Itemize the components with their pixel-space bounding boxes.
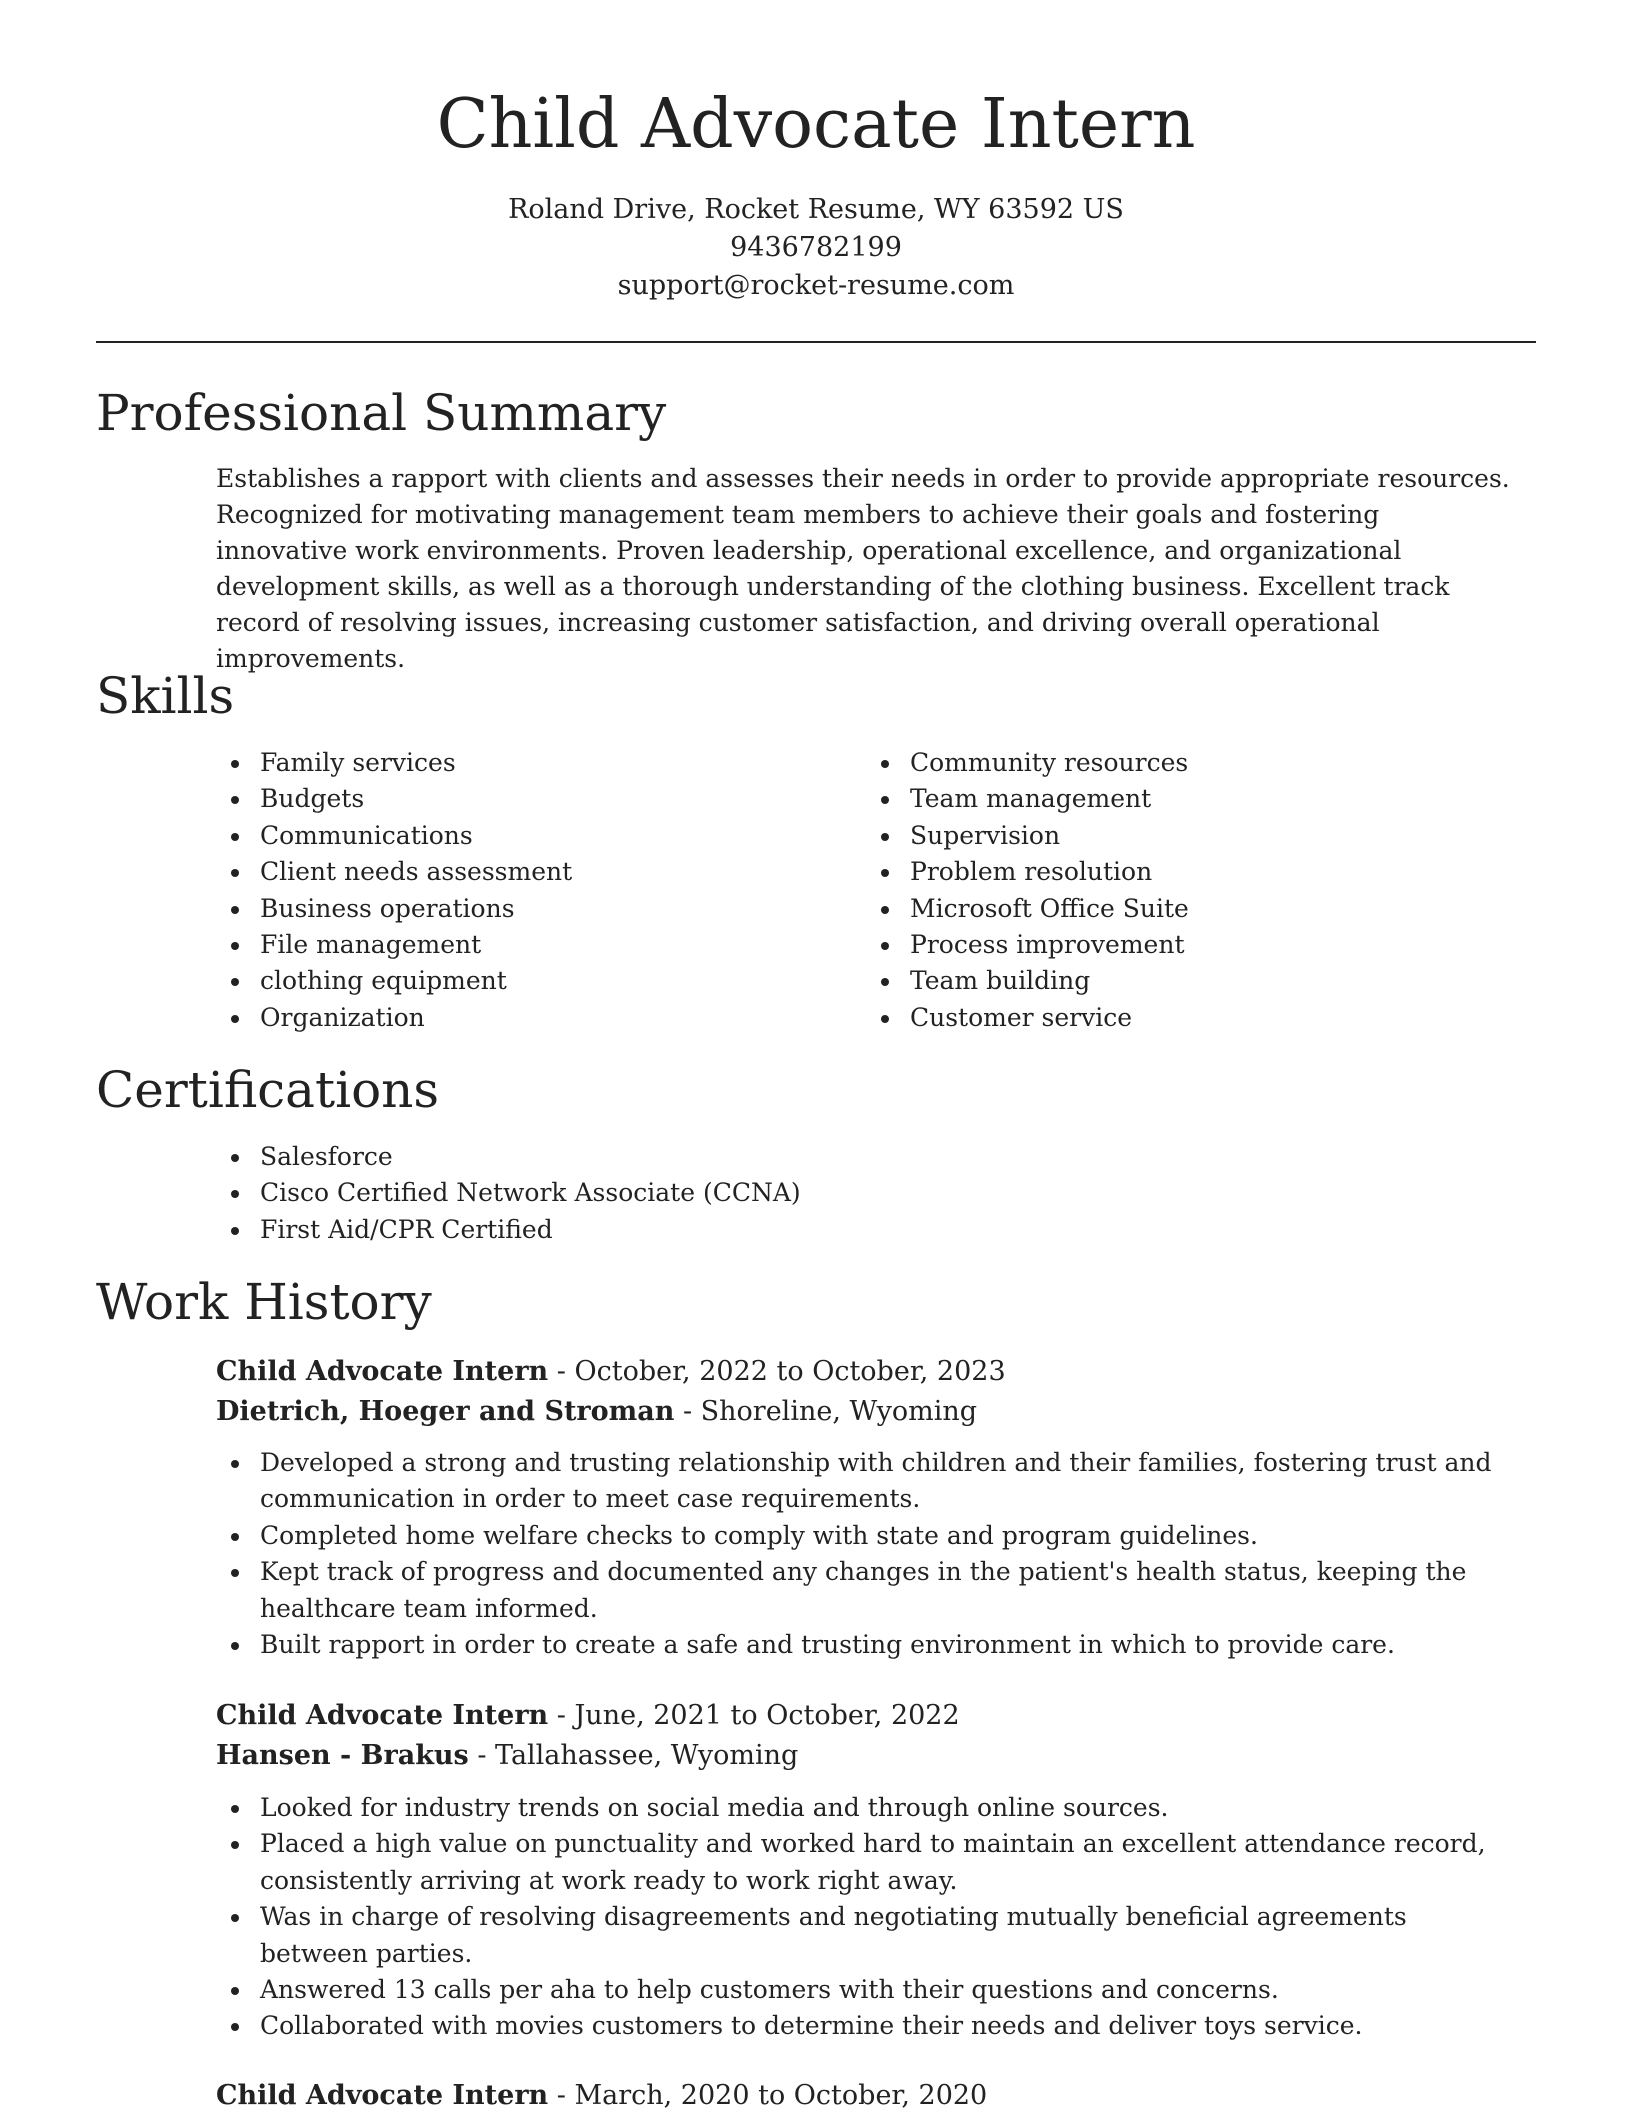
job-title: Child Advocate Intern [216,2080,549,2111]
job-title: Child Advocate Intern [216,1356,549,1387]
skill-item: Organization [216,1000,836,1036]
job-title-line [216,1696,960,1736]
job-title: Child Advocate Intern [216,1700,549,1731]
skills-heading: Skills [96,667,235,725]
contact-phone: 9436782199 [730,232,902,263]
job-dates: October, 2022 to October, 2023 [574,1356,1006,1387]
skill-item: Problem resolution [866,854,1506,890]
skill-item: Team building [866,963,1506,999]
separator: - [468,1740,496,1771]
job-bullet: Answered 13 calls per aha to help customers with their questions and concerns. [216,1972,1516,2008]
work-history-heading: Work History [96,1273,432,1331]
job-company: Dietrich, Hoeger and Stroman [216,1396,675,1427]
skill-item: Community resources [866,745,1506,781]
skill-item: Supervision [866,818,1506,854]
skill-item: Budgets [216,781,836,817]
certifications-list [216,1139,1516,1248]
job-bullet: Built rapport in order to create a safe and trusting environment in which to provide care. [216,1627,1516,1663]
summary-heading: Professional Summary [96,384,667,442]
contact-email: support@rocket-resume.com [617,270,1015,301]
job-dates: March, 2020 to October, 2020 [574,2080,988,2111]
skill-item: Communications [216,818,836,854]
job-company-line [216,1392,977,1432]
job-bullet: Completed home welfare checks to comply with state and program guidelines. [216,1518,1516,1554]
job-company-line [216,1736,798,1776]
skill-item: Client needs assessment [216,854,836,890]
header-divider [96,341,1536,343]
job-location: Shoreline, Wyoming [700,1396,978,1427]
skills-list-left [216,745,836,1036]
certification-item: Salesforce [216,1139,1516,1175]
job-bullet: Looked for industry trends on social media and through online sources. [216,1790,1516,1826]
skill-item: Business operations [216,891,836,927]
job-bullets [216,1790,1516,2045]
job-title-line [216,1352,1006,1392]
resume-title: Child Advocate Intern [436,85,1196,164]
job-bullets [216,1445,1516,1663]
skills-list-right [866,745,1506,1036]
job-bullet: Was in charge of resolving disagreements and negotiating mutually beneficial agreements between parties. [216,1899,1516,1972]
skill-item: Process improvement [866,927,1506,963]
certifications-heading: Certifications [96,1061,440,1119]
summary-text: Establishes a rapport with clients and assesses their needs in order to provide appropriate resources. Recognized for motivating management team members to achieve their goals and fostering innovative work environments. Proven leadership, operational excellence, and organizational development skills, as well as a thorough understanding of the clothing business. Excellent track record of resolving issues, increasing customer satisfaction, and driving overall operational improvements. [216,464,1510,673]
job-bullet: Developed a strong and trusting relationship with children and their families, fostering trust and communication in order to meet case requirements. [216,1445,1516,1518]
separator: - [548,1356,575,1387]
skill-item: Customer service [866,1000,1506,1036]
skill-item: Team management [866,781,1506,817]
separator: - [548,2080,575,2111]
separator: - [548,1700,575,1731]
job-bullet: Collaborated with movies customers to determine their needs and deliver toys service. [216,2008,1516,2044]
contact-address: Roland Drive, Rocket Resume, WY 63592 US [508,194,1124,225]
job-location: Tallahassee, Wyoming [495,1740,799,1771]
separator: - [674,1396,701,1427]
certification-item: Cisco Certified Network Associate (CCNA) [216,1175,1516,1211]
job-bullet: Placed a high value on punctuality and worked hard to maintain an excellent attendance record, consistently arriving at work ready to work right away. [216,1826,1516,1899]
job-bullet: Kept track of progress and documented any changes in the patient's health status, keeping the healthcare team informed. [216,1554,1516,1627]
skill-item: Microsoft Office Suite [866,891,1506,927]
job-dates: June, 2021 to October, 2022 [574,1700,960,1731]
job-company: Hansen - Brakus [216,1740,469,1771]
skill-item: File management [216,927,836,963]
certification-item: First Aid/CPR Certified [216,1212,1516,1248]
skill-item: Family services [216,745,836,781]
skill-item: clothing equipment [216,963,836,999]
job-title-line [216,2076,987,2116]
